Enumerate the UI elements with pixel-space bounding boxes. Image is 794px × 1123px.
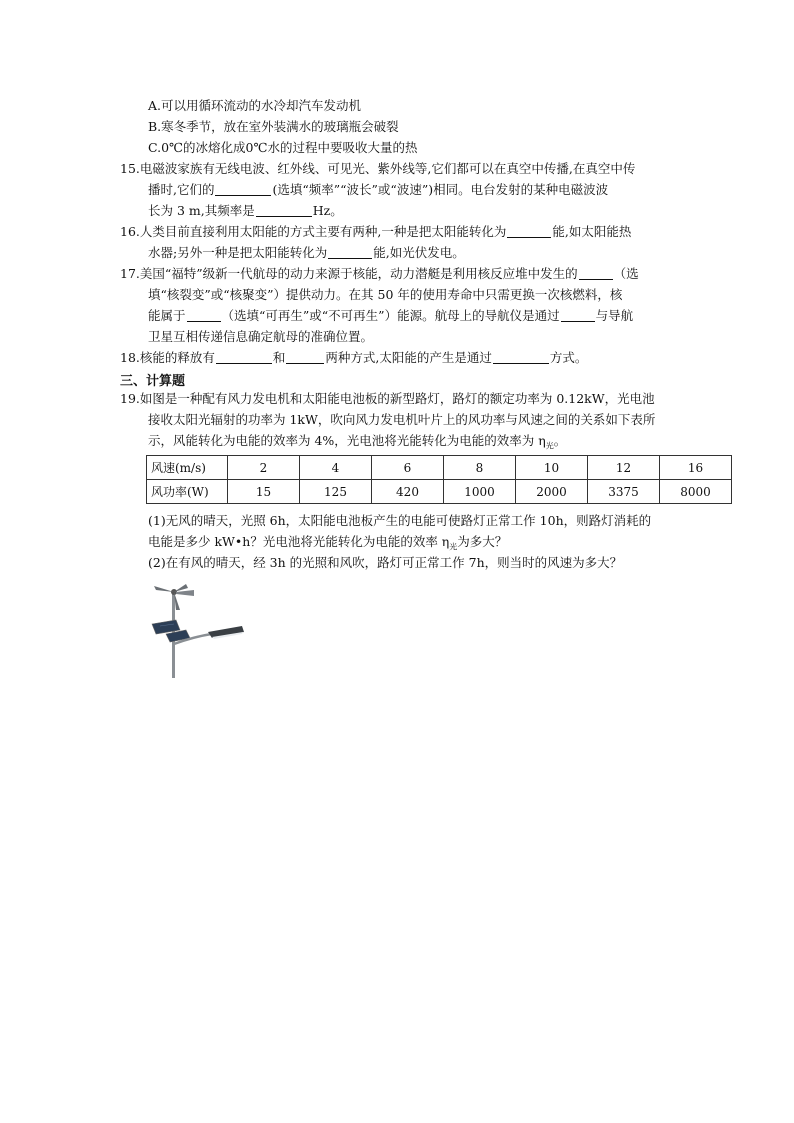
answer-blank[interactable] [328,246,372,259]
answer-blank[interactable] [216,351,272,364]
table-cell: 12 [588,456,660,480]
q16-text: 水器;另外一种是把太阳能转化为 [148,245,328,260]
q18-text: 18.核能的释放有 [120,350,215,365]
table-cell: 8000 [660,480,732,504]
table-cell: 4 [300,456,372,480]
q19-text: 。 [553,433,567,448]
q16-text: 能,如光伏发电。 [373,245,465,260]
turbine-blade [154,586,174,592]
answer-blank[interactable] [579,267,613,280]
q17-text: 与导航 [595,308,634,323]
q18-text: 和 [272,350,286,365]
q16-text: 16.人类目前直接利用太阳能的方式主要有两种,一种是把太阳能转化为 [120,224,507,239]
table-cell: 6 [372,456,444,480]
q19-text: 电能是多少 kW•h？光电池将光能转化为电能的效率 η [148,534,450,549]
section-heading: 三、计算题 [120,374,186,389]
table-cell: 8 [444,456,516,480]
subscript: 光 [545,441,554,451]
option-c: C.0℃的冰熔化成0℃水的过程中要吸收大量的热 [148,140,418,155]
table-header: 风速(m/s) [147,456,228,480]
q17-text: （选 [613,266,639,281]
q19-text: 示，风能转化为电能的效率为 4%，光电池将光能转化为电能的效率为 η [148,433,546,448]
table-row [147,480,732,504]
q18-line [120,350,587,366]
answer-blank[interactable] [187,309,221,322]
table-header: 风功率(W) [147,480,228,504]
answer-blank[interactable] [561,309,595,322]
q19-line3 [148,433,566,455]
q18-text: 方式。 [549,350,588,365]
q17-line4: 卫星互相传递信息确定航母的准确位置。 [148,329,374,344]
answer-blank[interactable] [493,351,549,364]
q17-line3 [148,308,633,324]
q19-sub1-line1: (1)无风的晴天，光照 6h，太阳能电池板产生的电能可使路灯正常工作 10h，则路灯消耗的 [148,513,652,528]
q15-line1: 15.电磁波家族有无线电波、红外线、可见光、紫外线等,它们都可以在真空中传播,在真空中传 [120,161,636,176]
q19-line2: 接收太阳光辐射的功率为 1kW，吹向风力发电机叶片上的风功率与风速之间的关系如下表所 [148,412,656,427]
answer-blank[interactable] [507,225,551,238]
option-a: A.可以用循环流动的水冷却汽车发动机 [148,98,362,113]
q19-sub1-line2 [148,534,507,556]
wind-power-table [146,455,732,504]
q15-text: (选填“频率”“波长”或“波速”)相同。电台发射的某种电磁波波 [272,182,609,197]
table-cell: 16 [660,456,732,480]
table-cell: 420 [372,480,444,504]
q17-line1 [120,266,639,282]
table-cell: 2 [228,456,300,480]
option-b: B.寒冬季节，放在室外装满水的玻璃瓶会破裂 [148,119,399,134]
q17-line2: 填“核裂变”或“核聚变”）提供动力。在其 50 年的使用寿命中只需更换一次核燃料，核 [148,287,623,302]
table-cell: 1000 [444,480,516,504]
table-cell: 15 [228,480,300,504]
q18-text: 两种方式,太阳能的产生是通过 [325,350,492,365]
q15-text: 播时,它们的 [148,182,215,197]
q17-text: 能属于 [148,308,186,323]
table-cell: 2000 [516,480,588,504]
q15-line2 [148,182,608,198]
table-cell: 10 [516,456,588,480]
q15-text: Hz。 [312,203,343,218]
turbine-tail [176,590,194,596]
turbine-blade [174,584,188,592]
answer-blank[interactable] [256,204,312,217]
q19-sub2: (2)在有风的晴天，经 3h 的光照和风吹，路灯可正常工作 7h，则当时的风速为多大？ [148,555,623,570]
answer-blank[interactable] [215,183,271,196]
table-cell: 125 [300,480,372,504]
q19-text: 为多大？ [457,534,508,549]
q17-text: （选填“可再生”或“不可再生”）能源。航母上的导航仪是通过 [221,308,560,323]
q17-text: 17.美国“福特”级新一代航母的动力来源于核能，动力潜艇是利用核反应堆中发生的 [120,266,578,281]
q15-line3 [148,203,343,219]
table-cell: 3375 [588,480,660,504]
q16-line1 [120,224,631,240]
subscript: 光 [449,542,458,552]
q16-line2 [148,245,465,261]
answer-blank[interactable] [286,351,324,364]
q15-text: 长为 3 m,其频率是 [148,203,255,218]
table-row [147,456,732,480]
q19-line1: 19.如图是一种配有风力发电机和太阳能电池板的新型路灯，路灯的额定功率为 0.12kW，光电池 [120,391,655,406]
street-lamp-illustration [146,582,246,678]
q16-text: 能,如太阳能热 [552,224,632,239]
